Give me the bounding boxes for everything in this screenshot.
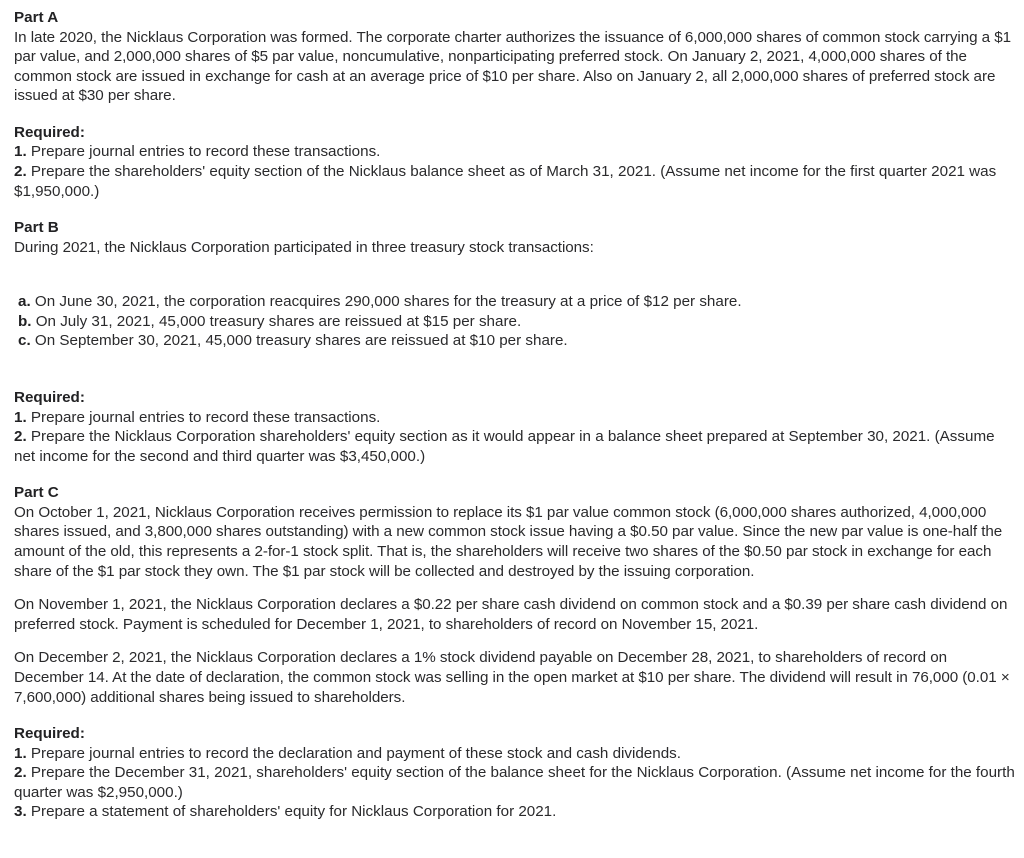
part-c-body-1: On October 1, 2021, Nicklaus Corporation receives permission to replace its $1 par value common stock (6,000,000 shares authorized, 4,000,000 shares issued, and 3,800,000 shares outstanding) with a new common stock issue having a $0.50 par value. Since the new par value is one-half the amount of the old, this represents a 2-for-1 stock split. That is, the shareholders will receive two shares of the $0.50 par stock in exchange for each share of the $1 par stock they own. The $1 par stock will be collected and destroyed by the issuing corporation. (14, 503, 1003, 580)
part-c-section (14, 483, 1016, 822)
part-c-required-item-1 (14, 744, 1016, 764)
req-number: 1. (14, 408, 27, 426)
req-number: 1. (14, 143, 27, 161)
spacer (14, 634, 1016, 648)
part-c-body-3: On December 2, 2021, the Nicklaus Corporation declares a 1% stock dividend payable on December 28, 2021, to shareholders of record on December 14. At the date of declaration, the common stock was selling in the open market at $10 per share. The dividend will result in 76,000 (0.01 × 7,600,000) additional shares being issued to shareholders. (14, 649, 1010, 706)
req-text: Prepare the shareholders' equity section of the Nicklaus balance sheet as of March 31, 2021. (Assume net income for the first quarter 2021 was $1,950,000.) (14, 162, 997, 200)
spacer (14, 106, 1016, 123)
list-item-letter: b. (18, 312, 32, 330)
part-b-body: During 2021, the Nicklaus Corporation participated in three treasury stock transactions: (14, 238, 594, 256)
list-item (14, 292, 1016, 312)
part-b-required-item-1 (14, 408, 1016, 428)
list-item (14, 312, 1016, 332)
req-text: Prepare the Nicklaus Corporation shareholders' equity section as it would appear in a balance sheet prepared at September 30, 2021. (Assume net income for the second and third quarter was $3,450,000.) (14, 428, 995, 465)
list-item-letter: a. (18, 293, 31, 311)
part-b-required-item-2 (14, 427, 1016, 466)
list-item-letter: c. (18, 332, 31, 350)
req-number: 3. (14, 803, 27, 821)
part-c-required-item-2 (14, 763, 1016, 802)
list-item-text: On September 30, 2021, 45,000 treasury shares are reissued at $10 per share. (30, 332, 568, 350)
part-c-heading: Part C (14, 484, 59, 502)
req-text: Prepare a statement of shareholders' equity for Nicklaus Corporation for 2021. (26, 803, 557, 821)
spacer (14, 257, 1016, 292)
part-a-required-heading: Required: (14, 123, 85, 141)
spacer (14, 201, 1016, 218)
part-c-body-2: On November 1, 2021, the Nicklaus Corporation declares a $0.22 per share cash dividend on common stock and a $0.39 per share cash dividend on preferred stock. Payment is scheduled for December 1, 2021, to shareholders of record on November 15, 2021. (14, 596, 1008, 633)
req-text: Prepare journal entries to record these transactions. (26, 143, 381, 161)
list-item (14, 331, 1016, 351)
part-b-required-heading: Required: (14, 389, 85, 407)
spacer (14, 707, 1016, 724)
part-c-required-heading: Required: (14, 725, 85, 743)
list-item-text: On July 31, 2021, 45,000 treasury shares are reissued at $15 per share. (31, 312, 522, 330)
part-a-heading: Part A (14, 9, 59, 26)
part-a-required-item-2 (14, 162, 1016, 201)
part-b-transaction-list (14, 292, 1016, 351)
req-number: 2. (14, 764, 27, 782)
req-number: 2. (14, 428, 27, 446)
spacer (14, 466, 1016, 483)
req-text: Prepare journal entries to record these transactions. (26, 408, 381, 426)
spacer (14, 351, 1016, 388)
req-text: Prepare journal entries to record the declaration and payment of these stock and cash dividends. (26, 744, 681, 762)
part-c-required-item-3 (14, 802, 1016, 822)
part-a-required-item-1 (14, 142, 1016, 162)
spacer (14, 581, 1016, 595)
part-a-body: In late 2020, the Nicklaus Corporation was formed. The corporate charter authorizes the issuance of 6,000,000 shares of common stock carrying a $1 par value, and 2,000,000 shares of $5 par value, noncumulative, nonparticipating preferred stock. On January 2, 2021, 4,000,000 shares of the common stock are issued in exchange for cash at an average price of $10 per share. Also on January 2, all 2,000,000 shares of preferred stock are issued at $30 per share. (14, 28, 1012, 105)
req-text: Prepare the December 31, 2021, shareholders' equity section of the balance sheet for the Nicklaus Corporation. (Assume net income for the fourth quarter was $2,950,000.) (14, 764, 1015, 801)
req-number: 2. (14, 162, 27, 180)
part-b-heading: Part B (14, 219, 59, 237)
list-item-text: On June 30, 2021, the corporation reacquires 290,000 shares for the treasury at a price of $12 per share. (30, 293, 742, 311)
req-number: 1. (14, 744, 27, 762)
part-a-section (14, 8, 1016, 201)
part-b-section (14, 218, 1016, 466)
